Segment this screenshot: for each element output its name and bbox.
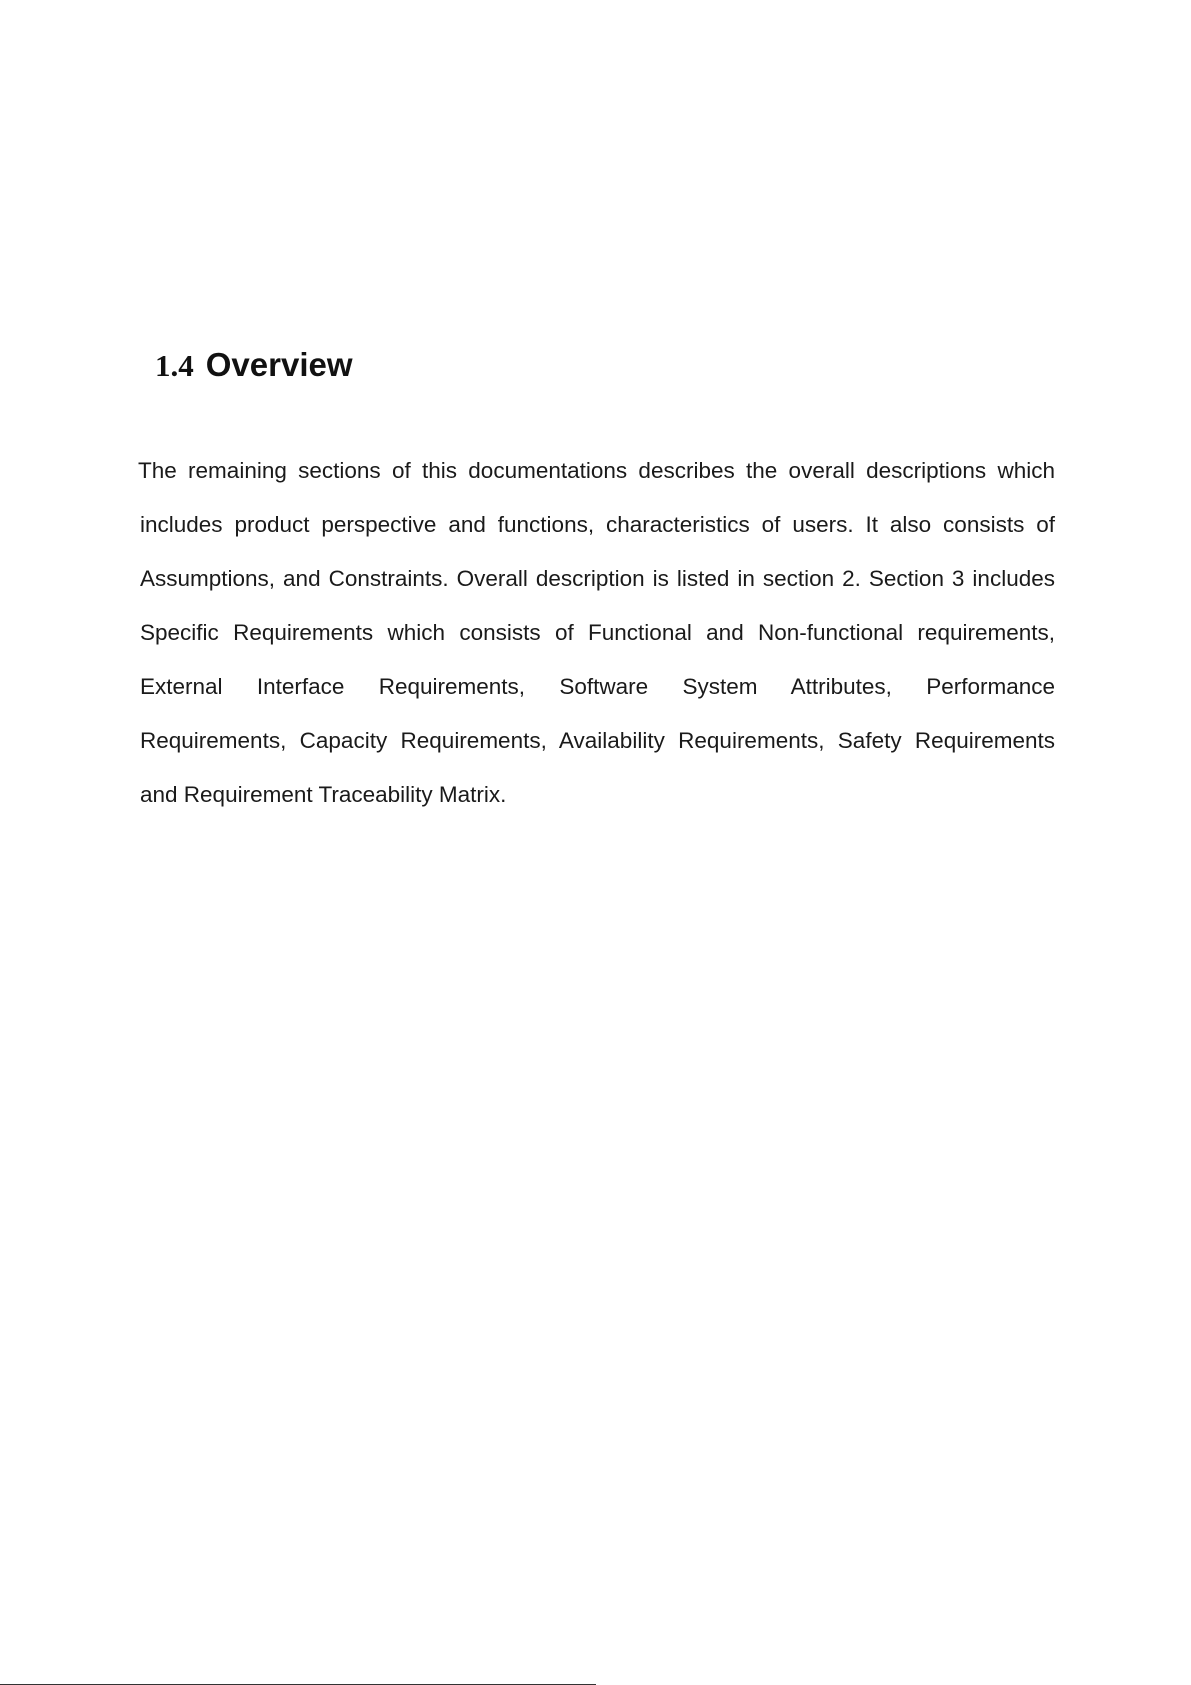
section-heading [155,348,353,381]
paragraph-line: Assumptions, and Constraints. Overall description is listed in section 2. Section 3 includes [140,566,1055,591]
section-number: 1.4 [155,348,194,383]
paragraph-line: and Requirement Traceability Matrix. [140,782,507,807]
paragraph-line: Requirements, Capacity Requirements, Availability Requirements, Safety Requirements [140,728,1055,753]
overview-paragraph [140,456,1055,834]
section-title: Overview [205,346,353,383]
paragraph-line: External Interface Requirements, Software System Attributes, Performance [140,674,1055,699]
paragraph-line: The remaining sections of this documentations describes the overall descriptions which [138,458,1055,483]
paragraph-line: includes product perspective and functions, characteristics of users. It also consists of [140,512,1055,537]
paragraph-line: Specific Requirements which consists of Functional and Non-functional requirements, [140,620,1055,645]
